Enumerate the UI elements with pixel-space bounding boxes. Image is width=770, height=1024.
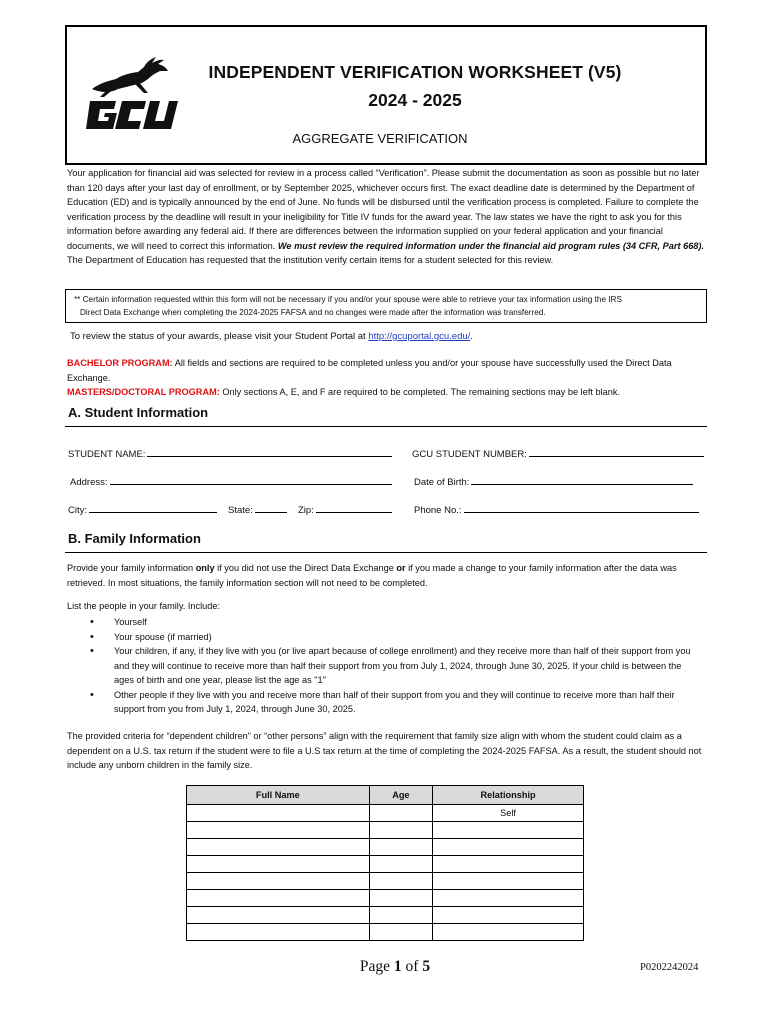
masters-label: MASTERS/DOCTORAL PROGRAM:: [67, 387, 220, 397]
section-a-heading: A. Student Information: [65, 405, 707, 427]
note-line: Direct Data Exchange when completing the 2024-2025 FAFSA and no changes were made after the information was transferred.: [80, 308, 546, 317]
age-cell[interactable]: [369, 839, 433, 856]
gcu-number-label: GCU STUDENT NUMBER:: [412, 449, 527, 460]
full-name-cell[interactable]: [187, 805, 370, 822]
gcu-letter-c: [115, 101, 146, 129]
current-page: 1: [393, 958, 402, 975]
table-row: [187, 839, 584, 856]
full-name-cell[interactable]: [187, 924, 370, 941]
portal-instruction: [70, 331, 700, 342]
table-row: [187, 907, 584, 924]
phone-field: [414, 502, 699, 516]
full-name-cell[interactable]: [187, 839, 370, 856]
portal-text: To review the status of your awards, please visit your Student Portal at: [70, 331, 369, 342]
state-field: [228, 502, 287, 516]
masters-text: Only sections A, E, and F are required to be completed. The remaining sections may be left blank.: [219, 387, 621, 397]
gcu-number-field: [412, 446, 704, 460]
program-requirements: [67, 356, 707, 400]
family-instructions: [67, 561, 707, 590]
relationship-cell[interactable]: [433, 856, 584, 873]
masters-requirement: [67, 385, 707, 400]
portal-period: .: [470, 331, 473, 342]
city-input[interactable]: [89, 502, 217, 513]
table-row: [187, 924, 584, 941]
age-cell[interactable]: [369, 907, 433, 924]
age-header: Age: [369, 786, 433, 805]
dob-field: [414, 474, 693, 488]
family-members-table: [186, 785, 584, 941]
list-item: • Your children, if any, if they live with you (or live apart because of college enrollment) and they receive more than half of their support from you and they will continue to receive more than half their support from you from July 1, 2024, through June 30, 2025. If your child is between the ages of birth and one year, please list the age as "1": [90, 644, 700, 688]
phone-label: Phone No.:: [414, 505, 462, 516]
dob-label: Date of Birth:: [414, 477, 470, 488]
intro-paragraph: [67, 166, 707, 268]
phone-input[interactable]: [464, 502, 699, 513]
gcu-letter-g: [86, 101, 117, 129]
relationship-cell[interactable]: [433, 890, 584, 907]
age-cell[interactable]: [369, 822, 433, 839]
irs-note-box: [65, 289, 707, 323]
table-row: [187, 805, 584, 822]
relationship-cell[interactable]: [433, 924, 584, 941]
student-name-label: STUDENT NAME:: [68, 449, 146, 460]
page-prefix: Page: [359, 958, 394, 975]
relationship-cell[interactable]: [433, 873, 584, 890]
award-year: 2024 - 2025: [368, 90, 462, 110]
relationship-cell[interactable]: [433, 907, 584, 924]
full-name-cell[interactable]: [187, 907, 370, 924]
worksheet-title: INDEPENDENT VERIFICATION WORKSHEET (V5): [208, 62, 622, 82]
page-of: of: [401, 958, 423, 975]
table-row: [187, 822, 584, 839]
state-label: State:: [228, 505, 253, 516]
form-code: P0202242024: [640, 962, 699, 973]
family-instr-text: if you did not use the Direct Data Exchange: [214, 563, 397, 573]
list-item: • Yourself: [90, 615, 700, 630]
age-cell[interactable]: [369, 856, 433, 873]
full-name-cell[interactable]: [187, 856, 370, 873]
relationship-cell[interactable]: [433, 822, 584, 839]
list-intro: List the people in your family. Include:: [67, 601, 221, 611]
address-input[interactable]: [110, 474, 392, 485]
full-name-cell[interactable]: [187, 822, 370, 839]
antelope-silhouette: [92, 57, 168, 92]
page-number: [340, 958, 450, 976]
family-members-list: [90, 615, 700, 717]
intro-text: Your application for financial aid was selected for review in a process called “Verification”. Please submit the documentation as soon as possible but no later than 120 days after your last day of enrollment, or by September 2025, whichever occurs first. The exact deadline date is determined by the Department of Education (ED) and is typically announced by the end of June. No funds will be disbursed until the verification process is completed. Failure to complete the verification process by the deadline will result in your ineligibility for Title IV funds for the award year. The law states we have the right to ask you for this information before awarding any federal aid. If there are differences between the information supplied on your federal application and your financial documents, we will need to correct this information.: [67, 168, 700, 251]
full-name-cell[interactable]: [187, 873, 370, 890]
table-row: [187, 873, 584, 890]
gcu-number-input[interactable]: [529, 446, 704, 457]
age-cell[interactable]: [369, 873, 433, 890]
bachelor-requirement: [67, 356, 707, 385]
age-cell[interactable]: [369, 805, 433, 822]
dob-input[interactable]: [471, 474, 693, 485]
address-field: [70, 474, 392, 488]
section-b-heading: B. Family Information: [65, 531, 707, 553]
family-size-criteria: The provided criteria for “dependent children” or “other persons” align with the requirement that family size align with whom the student could claim as a dependent on a U.S. tax return if the student were to file a U.S tax return at the time of completing the 2024-2025 FAFSA. As a result, the student should not include any unborn children in the family size.: [67, 731, 702, 770]
address-label: Address:: [70, 477, 108, 488]
zip-input[interactable]: [316, 502, 392, 513]
note-line: ** Certain information requested within this form will not be necessary if you and/or your spouse were able to retrieve your tax information using the IRS: [74, 295, 622, 304]
list-item: • Other people if they live with you and receive more than half of their support from you and they will continue to receive more than half their support from you from July 1, 2024, through June 30, 2025.: [90, 688, 700, 717]
bachelor-text: All fields and sections are required to be completed unless you and/or your spouse have successfully used the Direct Data Exchange.: [67, 358, 672, 383]
city-field: [68, 502, 217, 516]
relationship-cell[interactable]: [433, 839, 584, 856]
zip-label: Zip:: [298, 505, 314, 516]
total-pages: 5: [422, 958, 431, 975]
table-header-row: [187, 786, 584, 805]
intro-emphasis: We must review the required information under the financial aid program rules (34 CFR, Part 668).: [277, 240, 705, 251]
family-instr-or: or: [396, 563, 406, 573]
family-instr-text: Provide your family information: [67, 563, 196, 573]
family-instr-only: only: [195, 563, 215, 573]
student-name-field: [68, 446, 392, 460]
state-input[interactable]: [255, 502, 287, 513]
full-name-header: Full Name: [187, 786, 370, 805]
list-item: • Your spouse (if married): [90, 630, 700, 645]
student-portal-link[interactable]: http://gcuportal.gcu.edu/: [368, 331, 471, 342]
table-row: [187, 856, 584, 873]
relationship-header: Relationship: [433, 786, 584, 805]
intro-text-end: The Department of Education has requested that the institution verify certain items for a student selected for this review.: [67, 255, 554, 265]
worksheet-subtitle: AGGREGATE VERIFICATION: [292, 131, 468, 146]
zip-field: [298, 502, 392, 516]
bachelor-label: BACHELOR PROGRAM:: [67, 358, 173, 368]
family-instr-text: if you made a change to your family information after the data was retrieved. In most situations, the family information section will not need to be completed.: [67, 563, 677, 588]
full-name-cell[interactable]: [187, 890, 370, 907]
city-label: City:: [68, 505, 87, 516]
table-row: [187, 890, 584, 907]
student-name-input[interactable]: [147, 446, 392, 457]
age-cell[interactable]: [369, 890, 433, 907]
relationship-cell: Self: [433, 805, 584, 822]
age-cell[interactable]: [369, 924, 433, 941]
gcu-antelope-logo: [86, 53, 178, 137]
